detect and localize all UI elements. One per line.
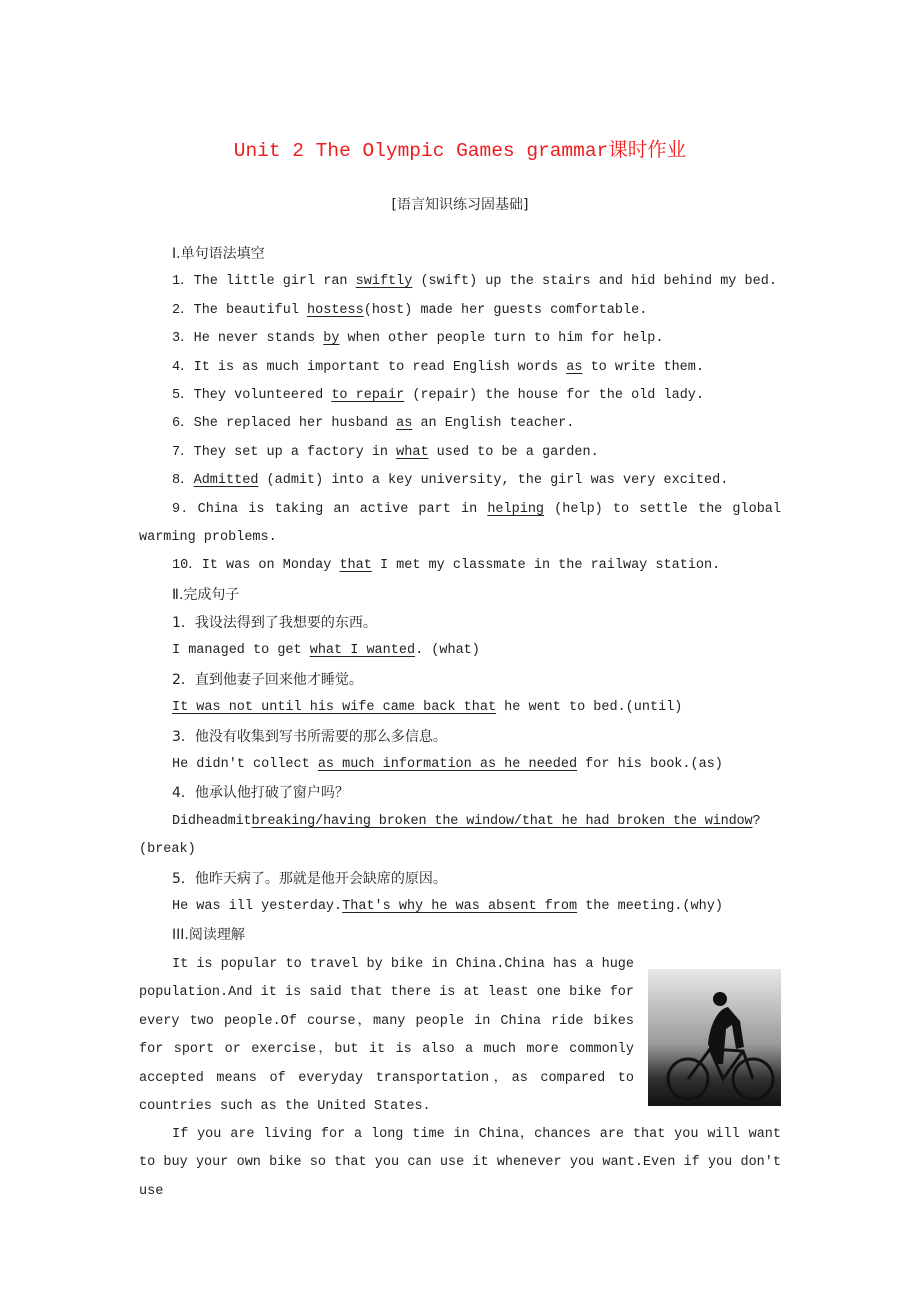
exercise-item — [139, 410, 781, 438]
answer-text: Admitted — [193, 473, 259, 489]
exercise-body — [139, 240, 781, 950]
answer-text: That's why he was absent from — [342, 898, 578, 914]
answer-text: swiftly — [355, 274, 413, 290]
answer-text: as much information as he needed — [317, 757, 578, 773]
item-text: (repair) the house for the old lady. — [404, 387, 704, 403]
item-text: (help) to settle the global — [544, 501, 782, 517]
item-text: I met my classmate in the railway station. — [371, 558, 721, 574]
section-heading: Ⅰ.单句语法填空 — [172, 246, 265, 262]
item-text: (admit) into a key university, the girl was very excited. — [258, 473, 729, 489]
item-continuation: warming problems. — [139, 529, 277, 545]
item-text: used to be a garden. — [428, 444, 599, 460]
exercise-item — [139, 439, 781, 467]
item-text: He didn't collect — [172, 757, 318, 773]
exercise-item — [139, 893, 781, 921]
chinese-prompt: 1．我设法得到了我想要的东西。 — [172, 615, 377, 632]
exercise-item — [139, 354, 781, 382]
item-text: he went to bed.(until) — [496, 700, 683, 716]
answer-text: hostess — [307, 302, 364, 318]
item-text: to write them. — [582, 359, 704, 375]
item-text: 9．China is taking an active part in — [172, 501, 488, 517]
exercise-item — [139, 467, 781, 495]
item-text: 10．It was on Monday — [172, 558, 340, 574]
answer-text: as — [566, 359, 583, 375]
exercise-item — [139, 637, 781, 665]
answer-text: breaking/having broken the window/that he had broken the window — [251, 813, 753, 829]
exercise-item — [139, 325, 781, 353]
item-text: 4．It is as much important to read English words — [172, 359, 567, 375]
item-text: . (what) — [415, 643, 480, 659]
exercise-item — [139, 694, 781, 722]
exercise-item — [139, 552, 781, 580]
answer-text: It was not until his wife came back that — [172, 700, 497, 716]
chinese-prompt: 4．他承认他打破了窗户吗？ — [172, 785, 349, 802]
item-text: the meeting.(why) — [577, 898, 723, 914]
item-text: 8． — [172, 473, 194, 489]
section-subtitle: [语言知识练习固基础] — [391, 197, 529, 213]
item-text: 5．They volunteered — [172, 387, 332, 403]
answer-text: helping — [487, 501, 545, 517]
section-heading: III.阅读理解 — [172, 927, 245, 944]
item-text: 3．He never stands — [172, 331, 324, 347]
item-text: (host) made her guests comfortable. — [363, 302, 648, 318]
item-text: when other people turn to him for help. — [339, 331, 664, 347]
section-heading: Ⅱ.完成句子 — [172, 586, 240, 603]
answer-text: to repair — [331, 387, 405, 403]
exercise-item — [139, 268, 781, 296]
exercise-item — [139, 297, 781, 325]
reading-paragraph: If you are living for a long time in China，chances are that you will want to buy your own bike so that you can use it whenever you want.Even if you don't use — [139, 1127, 781, 1199]
exercise-item — [139, 808, 781, 836]
item-text: for his book.(as) — [577, 757, 723, 773]
answer-text: what — [396, 444, 429, 460]
chinese-prompt: 5．他昨天病了。那就是他开会缺席的原因。 — [172, 870, 447, 887]
item-text: ? — [752, 813, 761, 829]
item-text: 2．The beautiful — [172, 302, 308, 318]
cyclist-photo — [648, 969, 781, 1106]
cyclist-silhouette-icon — [648, 969, 781, 1106]
item-text: 6．She replaced her husband — [172, 416, 397, 432]
item-continuation: (break) — [139, 842, 196, 858]
answer-text: that — [339, 558, 372, 574]
item-text: He was ill yesterday. — [172, 898, 343, 914]
item-text: 7．They set up a factory in — [172, 444, 397, 460]
exercise-item — [139, 751, 781, 779]
item-text: 1．The little girl ran — [172, 274, 356, 290]
item-text: (swift) up the stairs and hid behind my bed. — [412, 274, 777, 290]
item-text: Didheadmit — [172, 813, 252, 829]
answer-text: as — [396, 416, 413, 432]
exercise-item — [139, 382, 781, 410]
page-title: Unit 2 The Olympic Games grammar课时作业 — [233, 140, 687, 162]
exercise-item — [139, 496, 781, 524]
chinese-prompt: 2．直到他妻子回来他才睡觉。 — [172, 671, 363, 688]
reading-paragraph: It is popular to travel by bike in China.China has a huge population.And it is said that there is at least one bike for every two people.Of course，many people in China ride bikes for sport or exercise，but it is also a much more commonly accepted means of everyday transportation，as compared to countries such as the United States. — [139, 957, 634, 1115]
item-text: I managed to get — [172, 643, 310, 659]
item-text: an English teacher. — [412, 416, 575, 432]
answer-text: by — [323, 331, 340, 347]
chinese-prompt: 3．他没有收集到写书所需要的那么多信息。 — [172, 728, 447, 745]
answer-text: what I wanted — [309, 643, 416, 659]
